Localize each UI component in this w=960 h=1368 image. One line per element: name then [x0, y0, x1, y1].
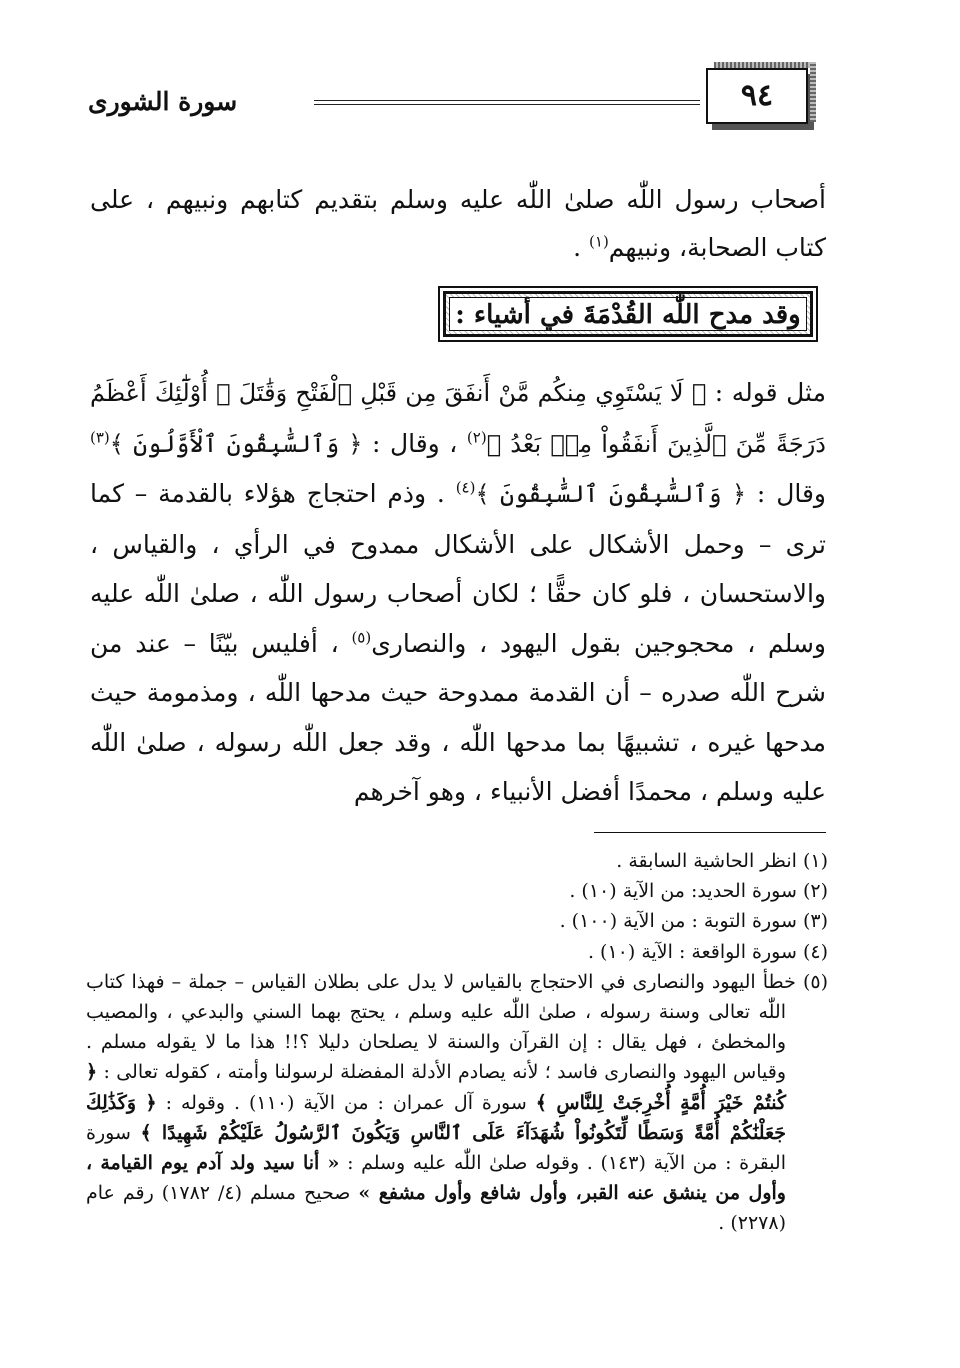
footnote-5-verse-2: ﴿ وَكَذَٰلِكَ جَعَلْنَٰكُمْ أُمَّةً وَسَطًا لِّتَكُونُواْ شُهَدَآءَ عَلَى ٱلنَّاسِ وَيَكُونَ ٱلرَّسُولُ عَلَيْكُمْ شَهِيدًا ﴾ [86, 1091, 787, 1144]
footnote-1: (١) انظر الحاشية السابقة . [616, 850, 828, 872]
footnote-5-text-a: (٥) خطأ اليهود والنصارى في الاحتجاج بالقياس لا يدل على بطلان القياس – جملة – فهذا كتاب اللّٰه تعالى وسنة رسوله ، صلىٰ اللّٰه عليه وسلم ، يحتج بهما السني والبدعي ، والمصيب والمخطئ ، فهل يقال : إن القرآن والسنة لا يصلحان دليلا ؟!! هذا ما لا يقوله مسلم . وقياس اليهود والنصارى فاسد ؛ لأنه يصادم الأدلة المفضلة لرسولنا وأمته ، كقوله تعالى : [86, 970, 828, 1084]
main-paragraph [90, 368, 826, 817]
footnote-5 [86, 967, 828, 1239]
footnotes [86, 846, 828, 1239]
intro-text: أصحاب رسول اللّٰه صلىٰ اللّٰه عليه وسلم بتقديم كتابهم ونبيهم ، على كتاب الصحابة، ونبيهم [90, 185, 826, 262]
main-text-1: مثل قوله : [706, 378, 826, 407]
footnote-3: (٣) سورة التوبة : من الآية (١٠٠) . [559, 910, 828, 933]
footnote-ref-4: (٤) [455, 478, 476, 497]
section-heading: وقد مدح اللّٰه القُدْمَةَ في أشياء : [449, 297, 807, 331]
footnote-2: (٢) سورة الحديد: من الآية (١٠) . [569, 880, 828, 903]
header-rule [314, 100, 700, 105]
footnote-5-text-c: سورة البقرة : من الآية (١٤٣) . وقوله صلىٰ اللّٰه عليه وسلم : [86, 1121, 786, 1175]
quran-verse-3: ﴿ وَٱلسَّٰبِقُونَ ٱلسَّٰبِقُونَ ﴾ [475, 480, 747, 508]
footnote-5-verse-1: ﴿ كُنتُمْ خَيْرَ أُمَّةٍ أُخْرِجَتْ لِلنَّاسِ ﴾ [86, 1061, 786, 1114]
surah-title: سورة الشورى [88, 87, 238, 116]
footnote-ref-2: (٢) [466, 428, 487, 447]
main-text-3: وقال : [746, 479, 826, 508]
footnote-ref-3: (٣) [90, 428, 110, 447]
section-heading-frame [438, 286, 818, 342]
intro-paragraph [90, 176, 826, 272]
footnote-separator [594, 832, 826, 833]
intro-end: . [573, 233, 590, 262]
footnote-5-text-b: سورة آل عمران : من الآية (١١٠) . وقوله : [156, 1091, 536, 1114]
footnote-5-hadith: « أنا سيد ولد آدم يوم القيامة ، وأول من ينشق عنه القبر، وأول شافع وأول مشفع » [86, 1152, 786, 1205]
section-heading-pattern [443, 291, 813, 337]
footnote-5-text-d: صحيح مسلم (٤/ ١٧٨٢) رقم عام (٢٢٧٨) . [86, 1182, 786, 1235]
main-text-5: ، أفليس بيّنًا – عند من شرح اللّٰه صدره – أن القدمة ممدوحة حيث مدحها اللّٰه ، ومذمومة حيث مدحها غيره ، تشبيهًا بما مدحها اللّٰه ، وقد جعل اللّٰه رسوله ، صلىٰ اللّٰه عليه وسلم ، محمدًا أفضل الأنبياء ، وهو آخرهم [90, 628, 826, 806]
quran-verse-2: ﴿ وَٱلسَّٰبِقُونَ ٱلْأَوَّلُونَ ﴾ [109, 429, 363, 458]
main-text-2: ، وقال : [362, 428, 467, 458]
main-text-4: . وذم احتجاج هؤلاء بالقدمة – كما ترى – وحمل الأشكال على الأشكال ممدوح في الرأي ، والقياس ، والاستحسان ، فلو كان حقًّا ؛ لكان أصحاب رسول اللّٰه ، صلىٰ اللّٰه عليه وسلم ، محجوجين بقول اليهود ، والنصارى [90, 479, 826, 658]
page-number: ٩٤ [706, 68, 808, 124]
footnote-4: (٤) سورة الواقعة : الآية (١٠) . [587, 940, 828, 963]
footnote-ref-1: (١) [589, 232, 609, 251]
footnote-ref-5: (٥) [351, 628, 372, 647]
quran-verse-1: ﴿ لَا يَسْتَوِي مِنكُم مَّنْ أَنفَقَ مِن قَبْلِ ٱلْفَتْحِ وَقَٰتَلَ ۚ أُوْلَٰٓئِكَ أَعْظَمُ دَرَجَةً مِّنَ ٱلَّذِينَ أَنفَقُواْ مِنۢ بَعْدُ ﴾ [90, 379, 826, 458]
